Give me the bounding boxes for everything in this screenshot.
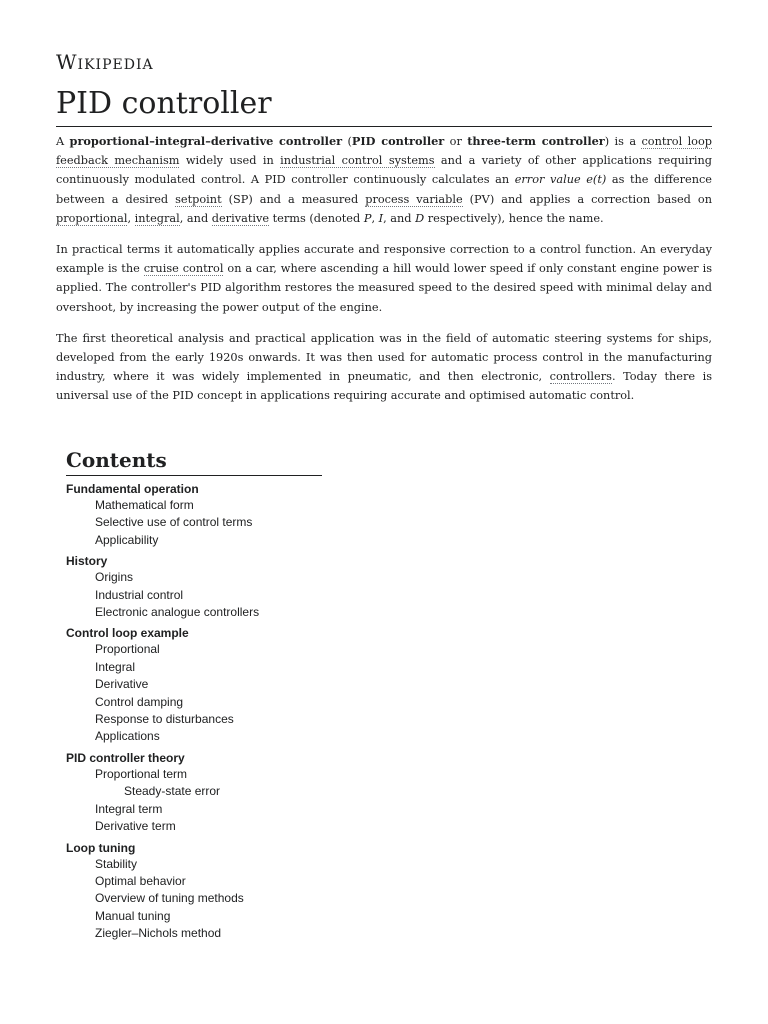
- toc-item: [95, 925, 366, 942]
- toc-subsection-link[interactable]: Proportional: [95, 642, 160, 657]
- math-symbol: D: [415, 211, 425, 225]
- toc-subsection-list: [66, 766, 366, 836]
- text: A: [56, 135, 70, 148]
- toc-section-link[interactable]: PID controller theory: [66, 750, 185, 765]
- toc-item: [95, 569, 366, 586]
- link-process-variable[interactable]: process variable: [365, 192, 463, 206]
- text: terms (denoted: [269, 211, 364, 225]
- bold-term: PID controller: [351, 134, 445, 148]
- toc-item: [95, 676, 366, 693]
- toc-item: [95, 532, 366, 549]
- toc-subsection-link[interactable]: Overview of tuning methods: [95, 891, 244, 906]
- toc-subsection-link[interactable]: Applications: [95, 729, 160, 744]
- toc-subsection-link[interactable]: Stability: [95, 856, 138, 871]
- text: (: [342, 135, 352, 148]
- toc-item: [95, 514, 366, 531]
- toc-subsection-link[interactable]: Proportional term: [95, 766, 188, 781]
- toc-subsection-link[interactable]: Electronic analogue controllers: [95, 605, 260, 620]
- toc-section-link[interactable]: Loop tuning: [66, 840, 136, 855]
- link-setpoint[interactable]: setpoint: [175, 192, 222, 206]
- toc-subsection-link[interactable]: Ziegler–Nichols method: [95, 926, 222, 941]
- text: . Today there is universal use of the PID concept in applications requiring accurate and optimised automatic control.: [56, 370, 712, 403]
- bold-term: three-term controller: [467, 134, 605, 148]
- intro-paragraph-1: [56, 132, 712, 228]
- link-integral[interactable]: integral: [134, 211, 180, 225]
- toc-section-link[interactable]: Fundamental operation: [66, 482, 199, 496]
- toc-item: [95, 908, 366, 925]
- toc-subsection-list: [66, 569, 366, 621]
- bold-term: proportional–integral–derivative controller: [69, 134, 343, 148]
- toc-subsection-link[interactable]: Mathematical form: [95, 498, 194, 512]
- toc-item: [95, 694, 366, 711]
- link-proportional[interactable]: proportional: [56, 211, 128, 225]
- link-controllers[interactable]: controllers: [549, 370, 612, 384]
- toc-section: [66, 751, 366, 836]
- text: The first theoretical analysis and practical application was in the field of automatic steering systems for ships, developed from the early 1920s onwards. It was then used for automatic process control in the manufacturing industry, where it was widely implemented in pneumatic, and then electronic,: [56, 331, 712, 384]
- toc-section: [66, 626, 366, 745]
- page-title: PID controller: [56, 84, 712, 127]
- toc-subsection-list: [66, 497, 366, 549]
- toc-item: [95, 497, 366, 514]
- toc-section-link[interactable]: Control loop example: [66, 626, 189, 641]
- toc-section-link[interactable]: History: [66, 554, 108, 569]
- toc-subsection-list: [66, 856, 366, 943]
- toc-title: Contents: [66, 446, 322, 476]
- text: as the difference between a desired: [56, 173, 712, 206]
- link-feedback-mechanism[interactable]: feedback mechanism: [56, 154, 180, 168]
- toc-subsection-link[interactable]: Selective use of control terms: [95, 515, 253, 530]
- toc-item: [95, 641, 366, 658]
- text: widely used in: [179, 154, 281, 168]
- text: on a car, where ascending a hill would lower speed if only constant engine power is applied. The controller's PID algorithm restores the measured speed to the desired speed with minimal delay and overshoot, by increasing the power output of the engine.: [56, 262, 713, 314]
- text: respectively), hence the name.: [424, 211, 604, 225]
- toc-subsection-link[interactable]: Origins: [95, 570, 134, 585]
- toc-subsection-link[interactable]: Optimal behavior: [95, 873, 186, 888]
- toc-item: [95, 873, 366, 890]
- toc-subsection-link[interactable]: Applicability: [95, 532, 159, 547]
- toc-subsection-link[interactable]: Control damping: [95, 694, 184, 709]
- toc-subsection-link[interactable]: Integral term: [95, 801, 163, 816]
- toc-subsubsection-list: [95, 783, 366, 800]
- toc-list: [66, 482, 366, 943]
- text: (SP) and a measured: [221, 192, 366, 206]
- text: ,: [127, 211, 135, 225]
- text: In practical terms it automatically applies accurate and responsive correction to a control function. An everyday example is the: [56, 243, 712, 276]
- math-symbol: P: [363, 211, 372, 225]
- math-symbol: I: [378, 211, 384, 225]
- toc-item: [95, 856, 366, 873]
- toc-item: [95, 818, 366, 835]
- toc-item: [95, 890, 366, 907]
- link-industrial-control-systems[interactable]: industrial control systems: [280, 154, 435, 168]
- toc-subsection-link[interactable]: Derivative: [95, 677, 149, 692]
- toc-item: [95, 766, 366, 801]
- italic-term: error value: [514, 173, 581, 187]
- toc-subsection-link[interactable]: Response to disturbances: [95, 712, 234, 727]
- toc-subsection-link[interactable]: Derivative term: [95, 819, 176, 834]
- toc-item: [95, 604, 366, 621]
- toc-subsection-link[interactable]: Industrial control: [95, 587, 184, 602]
- intro-paragraph-3: [56, 329, 712, 406]
- toc-item: [95, 711, 366, 728]
- text: or: [444, 135, 468, 148]
- text: ) is a: [604, 135, 642, 148]
- toc-item: [95, 801, 366, 818]
- wikipedia-wordmark[interactable]: Wikipedia: [56, 50, 154, 74]
- toc-item: [124, 783, 366, 800]
- toc-subsubsection-link[interactable]: Steady-state error: [124, 784, 221, 799]
- text: , and: [179, 211, 212, 225]
- table-of-contents: [66, 446, 366, 948]
- toc-section: [66, 841, 366, 943]
- link-control-loop[interactable]: control loop: [641, 135, 713, 148]
- text: ,: [371, 211, 379, 225]
- math-formula: e(t): [586, 173, 607, 187]
- toc-section: [66, 554, 366, 621]
- toc-section: [66, 482, 366, 549]
- intro-paragraph-2: [56, 240, 712, 317]
- toc-subsection-link[interactable]: Manual tuning: [95, 908, 171, 923]
- toc-item: [95, 587, 366, 604]
- toc-subsection-link[interactable]: Integral: [95, 659, 136, 674]
- toc-item: [95, 728, 366, 745]
- text: and a variety of other applications requiring continuously modulated control. A PID controller continuously calculates an: [56, 154, 712, 187]
- toc-item: [95, 659, 366, 676]
- text: , and: [383, 211, 416, 225]
- text: (PV) and applies a correction based on: [462, 192, 712, 206]
- link-derivative[interactable]: derivative: [211, 211, 270, 225]
- article-body: [56, 132, 712, 418]
- link-cruise-control[interactable]: cruise control: [143, 262, 224, 276]
- toc-subsection-list: [66, 641, 366, 745]
